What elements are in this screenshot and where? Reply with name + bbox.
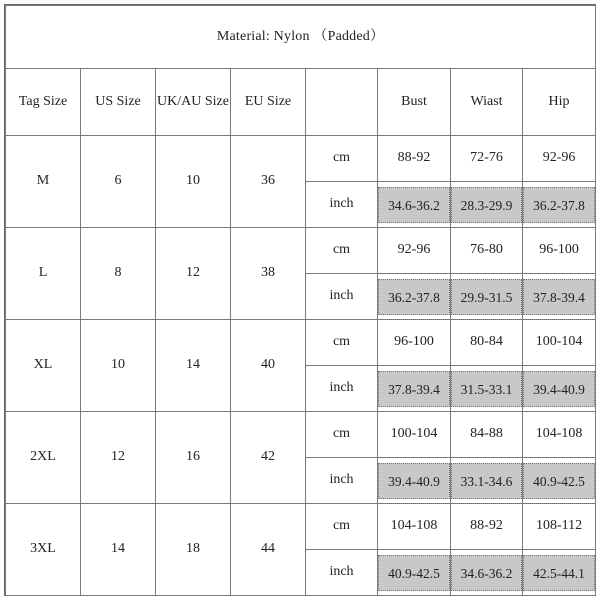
hip-inch-cell bbox=[523, 366, 596, 412]
waist-inch-value: 34.6-36.2 bbox=[451, 555, 522, 591]
unit-cm-cell: cm bbox=[306, 320, 378, 366]
bust-inch-value: 37.8-39.4 bbox=[378, 371, 450, 407]
unit-inch-cell: inch bbox=[306, 458, 378, 504]
header-hip: Hip bbox=[523, 69, 596, 136]
waist-cm-cell: 80-84 bbox=[451, 320, 523, 366]
unit-cm-cell: cm bbox=[306, 228, 378, 274]
unit-inch-cell: inch bbox=[306, 182, 378, 228]
hip-cm-cell: 108-112 bbox=[523, 504, 596, 550]
unit-cm-cell: cm bbox=[306, 504, 378, 550]
ukau-size-cell: 18 bbox=[156, 504, 231, 596]
bust-cm-cell: 104-108 bbox=[378, 504, 451, 550]
tag-size-cell: L bbox=[6, 228, 81, 320]
bust-inch-value: 40.9-42.5 bbox=[378, 555, 450, 591]
unit-cm-cell: cm bbox=[306, 136, 378, 182]
bust-cm-cell: 96-100 bbox=[378, 320, 451, 366]
hip-inch-value: 42.5-44.1 bbox=[523, 555, 595, 591]
waist-inch-cell bbox=[451, 550, 523, 596]
table-row bbox=[6, 228, 596, 274]
waist-inch-cell bbox=[451, 458, 523, 504]
unit-cm-cell: cm bbox=[306, 412, 378, 458]
hip-inch-cell bbox=[523, 274, 596, 320]
waist-inch-value: 28.3-29.9 bbox=[451, 187, 522, 223]
waist-cm-cell: 76-80 bbox=[451, 228, 523, 274]
hip-cm-cell: 104-108 bbox=[523, 412, 596, 458]
header-tag-size: Tag Size bbox=[6, 69, 81, 136]
eu-size-cell: 44 bbox=[231, 504, 306, 596]
tag-size-cell: 2XL bbox=[6, 412, 81, 504]
waist-inch-value: 31.5-33.1 bbox=[451, 371, 522, 407]
hip-inch-value: 39.4-40.9 bbox=[523, 371, 595, 407]
bust-inch-value: 39.4-40.9 bbox=[378, 463, 450, 499]
waist-cm-cell: 84-88 bbox=[451, 412, 523, 458]
header-eu-size: EU Size bbox=[231, 69, 306, 136]
header-us-size: US Size bbox=[81, 69, 156, 136]
eu-size-cell: 40 bbox=[231, 320, 306, 412]
waist-cm-cell: 88-92 bbox=[451, 504, 523, 550]
eu-size-cell: 36 bbox=[231, 136, 306, 228]
hip-cm-cell: 92-96 bbox=[523, 136, 596, 182]
bust-inch-cell bbox=[378, 550, 451, 596]
eu-size-cell: 42 bbox=[231, 412, 306, 504]
bust-inch-cell bbox=[378, 458, 451, 504]
hip-cm-cell: 100-104 bbox=[523, 320, 596, 366]
us-size-cell: 8 bbox=[81, 228, 156, 320]
tag-size-cell: 3XL bbox=[6, 504, 81, 596]
waist-cm-cell: 72-76 bbox=[451, 136, 523, 182]
us-size-cell: 6 bbox=[81, 136, 156, 228]
ukau-size-cell: 10 bbox=[156, 136, 231, 228]
table-row bbox=[6, 412, 596, 458]
header-bust: Bust bbox=[378, 69, 451, 136]
bust-cm-cell: 92-96 bbox=[378, 228, 451, 274]
table-title: Material: Nylon （Padded） bbox=[6, 6, 596, 69]
ukau-size-cell: 16 bbox=[156, 412, 231, 504]
size-chart bbox=[4, 4, 596, 596]
waist-inch-value: 29.9-31.5 bbox=[451, 279, 522, 315]
eu-size-cell: 38 bbox=[231, 228, 306, 320]
ukau-size-cell: 12 bbox=[156, 228, 231, 320]
hip-inch-cell bbox=[523, 182, 596, 228]
us-size-cell: 14 bbox=[81, 504, 156, 596]
header-row bbox=[6, 69, 596, 136]
unit-inch-cell: inch bbox=[306, 366, 378, 412]
bust-inch-cell bbox=[378, 366, 451, 412]
hip-cm-cell: 96-100 bbox=[523, 228, 596, 274]
bust-cm-cell: 100-104 bbox=[378, 412, 451, 458]
bust-inch-value: 34.6-36.2 bbox=[378, 187, 450, 223]
header-unit bbox=[306, 69, 378, 136]
size-table bbox=[5, 5, 596, 596]
waist-inch-cell bbox=[451, 366, 523, 412]
table-row bbox=[6, 504, 596, 550]
hip-inch-value: 40.9-42.5 bbox=[523, 463, 595, 499]
table-row bbox=[6, 320, 596, 366]
us-size-cell: 12 bbox=[81, 412, 156, 504]
unit-inch-cell: inch bbox=[306, 550, 378, 596]
hip-inch-cell bbox=[523, 550, 596, 596]
waist-inch-value: 33.1-34.6 bbox=[451, 463, 522, 499]
tag-size-cell: XL bbox=[6, 320, 81, 412]
bust-inch-cell bbox=[378, 182, 451, 228]
bust-cm-cell: 88-92 bbox=[378, 136, 451, 182]
header-ukau-size: UK/AU Size bbox=[156, 69, 231, 136]
waist-inch-cell bbox=[451, 182, 523, 228]
hip-inch-cell bbox=[523, 458, 596, 504]
bust-inch-cell bbox=[378, 274, 451, 320]
tag-size-cell: M bbox=[6, 136, 81, 228]
us-size-cell: 10 bbox=[81, 320, 156, 412]
bust-inch-value: 36.2-37.8 bbox=[378, 279, 450, 315]
ukau-size-cell: 14 bbox=[156, 320, 231, 412]
hip-inch-value: 37.8-39.4 bbox=[523, 279, 595, 315]
waist-inch-cell bbox=[451, 274, 523, 320]
unit-inch-cell: inch bbox=[306, 274, 378, 320]
header-waist: Wiast bbox=[451, 69, 523, 136]
hip-inch-value: 36.2-37.8 bbox=[523, 187, 595, 223]
table-row bbox=[6, 136, 596, 182]
